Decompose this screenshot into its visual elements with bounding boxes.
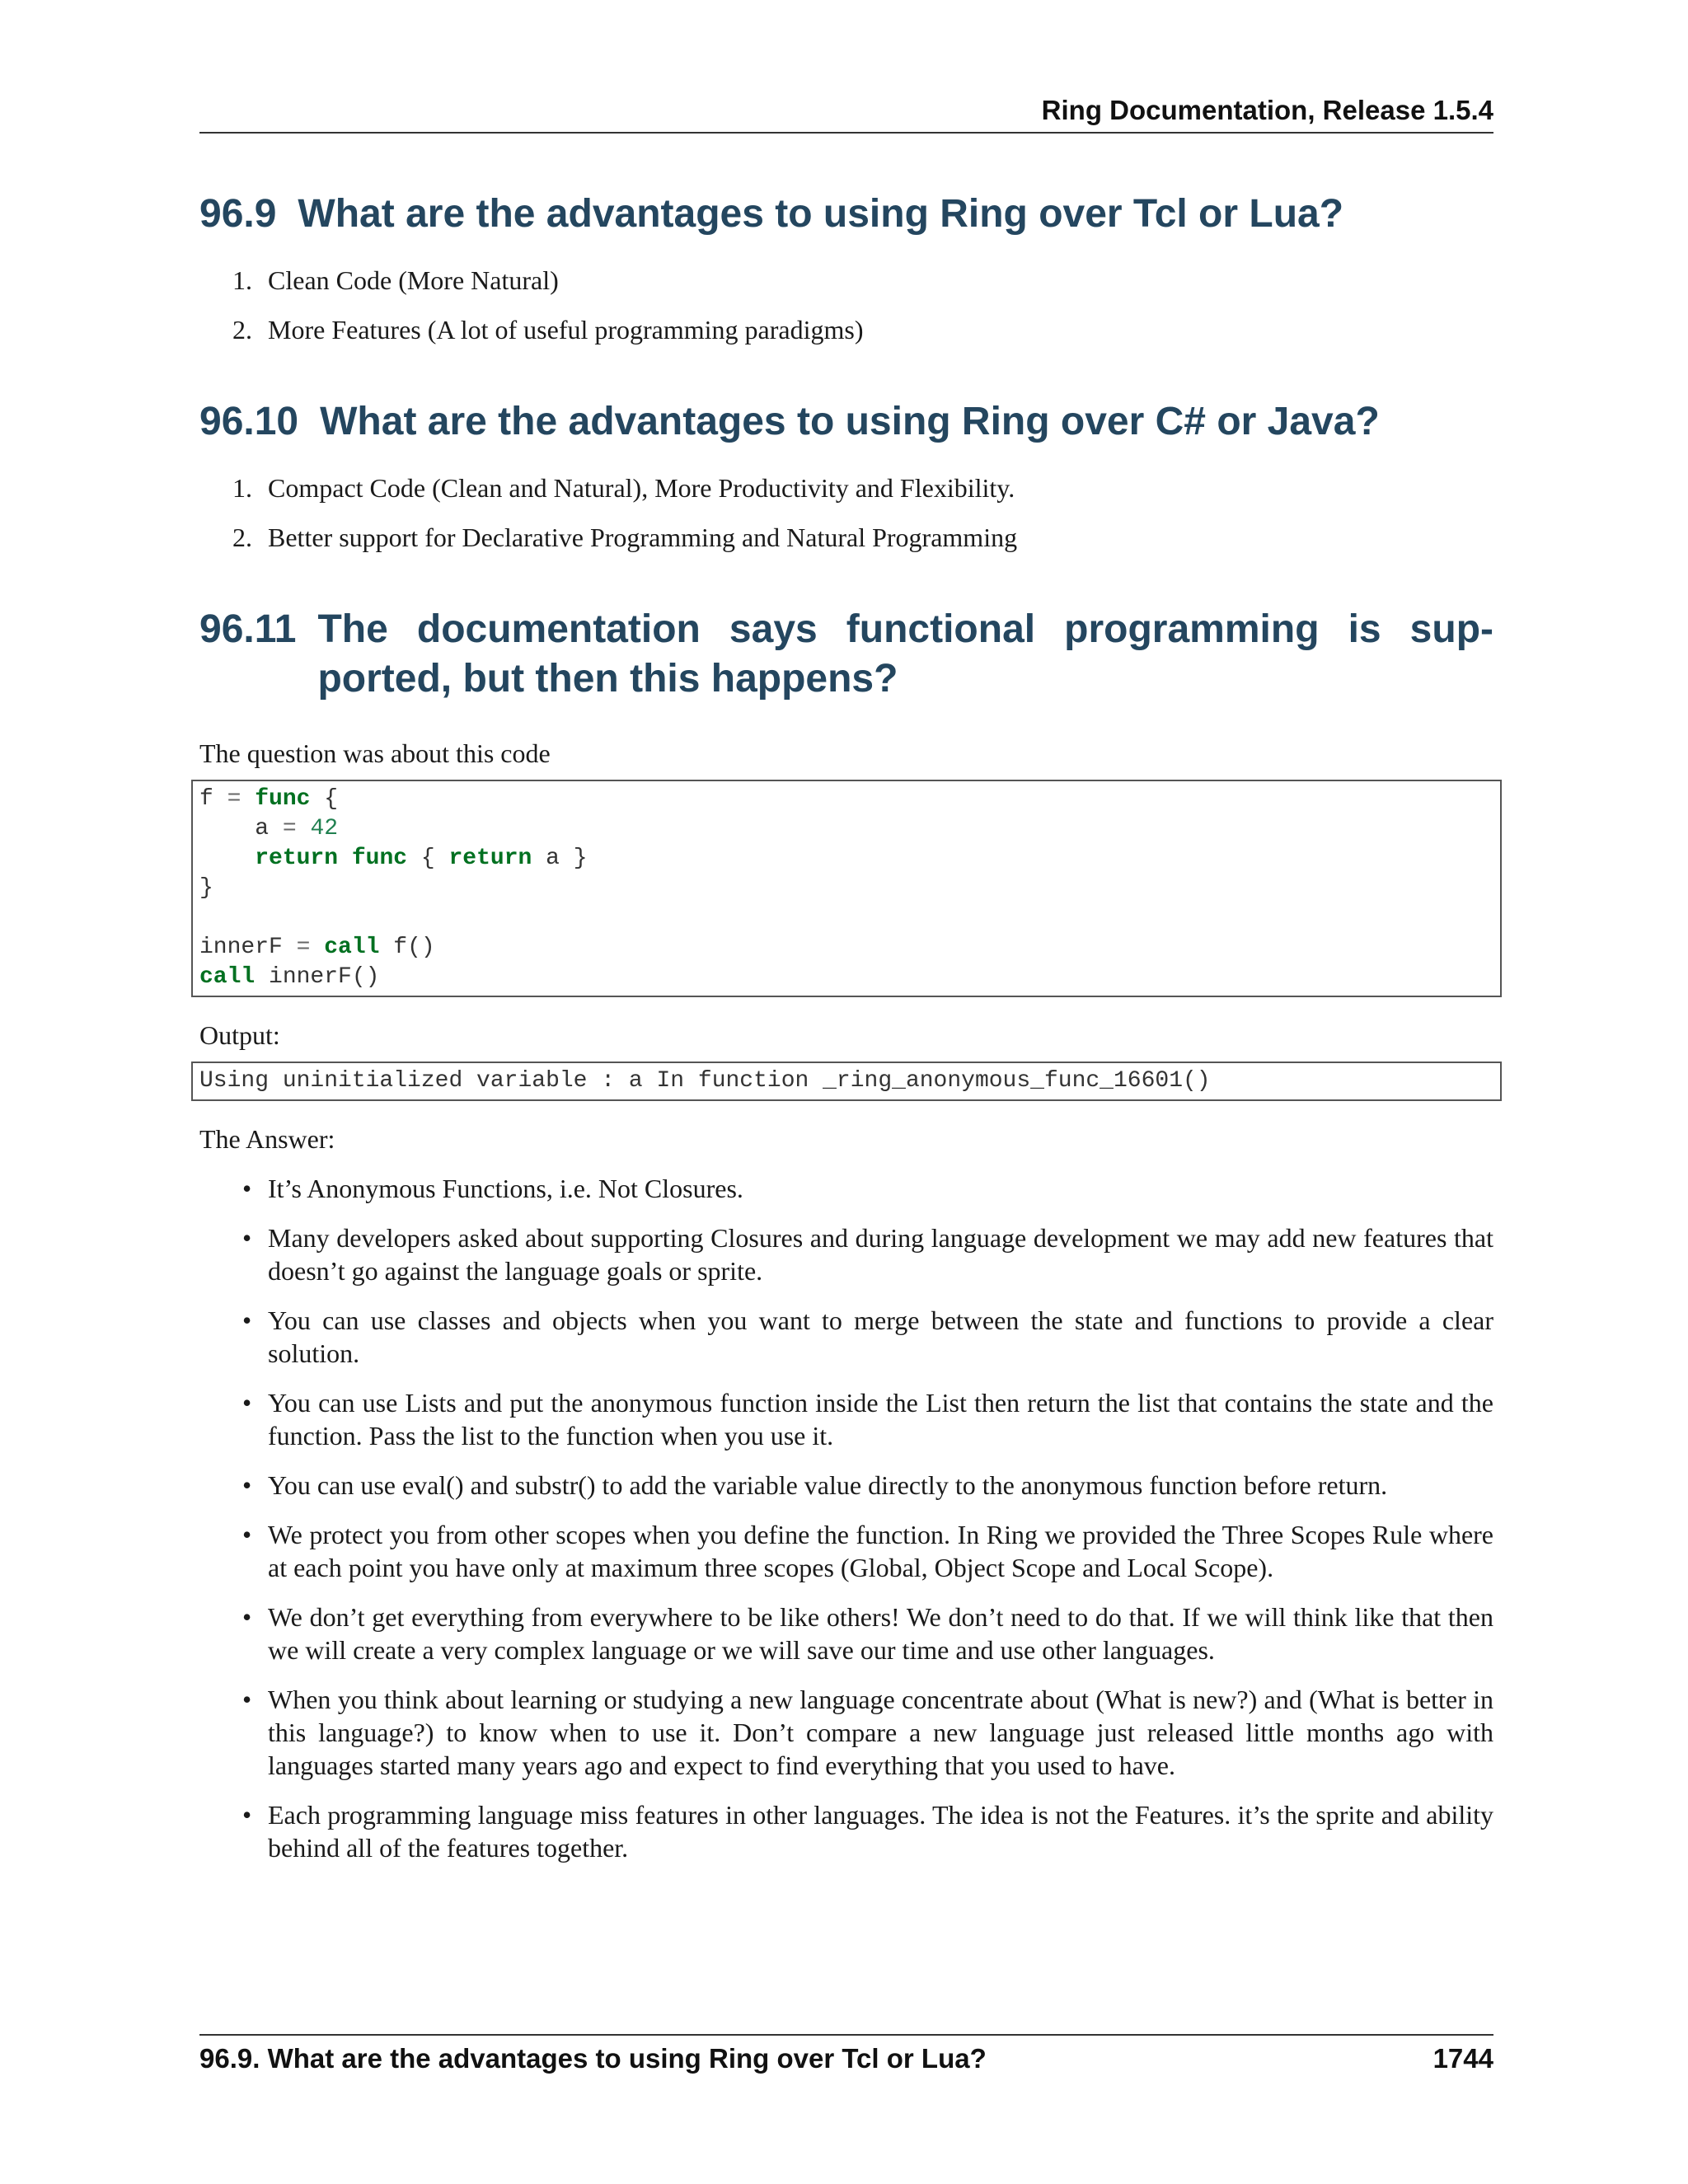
bullet-icon: • [242,1602,252,1632]
code-token: innerF() [255,964,380,990]
code-line [199,814,1493,844]
bullet-icon: • [242,1470,252,1500]
answer-bullet-item [199,1518,1493,1584]
section-title [317,605,1493,704]
output-block [191,1062,1502,1101]
answer-label: The Answer: [199,1124,335,1154]
numbered-list [199,471,1493,554]
answer-bullet-item [199,1601,1493,1666]
list-item [199,521,1493,554]
page-header [199,92,1493,134]
answer-bullet-text: When you think about learning or studying a new language concentrate about (What is new?) and (What is better in this language?) to know when to use it. Don’t compare a new language just released little months ago with languages started many years ago and expect to find everything that you used to have. [268,1685,1493,1780]
code-token [199,846,255,871]
answer-bullet-item [199,1469,1493,1502]
list-item-text: More Features (A lot of useful programming paradigms) [268,315,864,344]
list-item [199,471,1493,504]
code-token: func [351,846,408,871]
section-96-11 [199,605,1493,1864]
list-item [199,264,1493,297]
bullet-icon: • [242,1388,252,1418]
answer-bullet-item [199,1221,1493,1287]
code-token: f [199,786,227,812]
code-line [199,963,1493,992]
section-title: What are the advantages to using Ring over Tcl or Lua? [298,192,1344,236]
bullet-icon: • [242,1520,252,1549]
answer-bullet-text: You can use Lists and put the anonymous function inside the List then return the list that contains the state and the function. Pass the list to the function when you use it. [268,1388,1493,1451]
section-title: What are the advantages to using Ring over C# or Java? [320,400,1380,443]
code-token: f() [379,935,435,960]
list-item [199,313,1493,346]
code-token [297,816,311,841]
list-marker: 1. [232,473,252,503]
list-item-text: Compact Code (Clean and Natural), More Productivity and Flexibility. [268,473,1015,503]
answer-bullet-text: You can use eval() and substr() to add the variable value directly to the anonymous function before return. [268,1470,1388,1500]
code-token [241,786,255,812]
code-line [199,874,1493,903]
answer-bullet-text: Each programming language miss features in other languages. The idea is not the Features. it’s the sprite and ability behind all of the features together. [268,1800,1493,1863]
code-token: call [324,935,380,960]
code-token: 42 [310,816,339,841]
answer-bullet-item [199,1386,1493,1452]
page-footer [199,2034,1493,2077]
section-title-line-2: ported, but then this happens? [317,657,898,701]
numbered-list [199,264,1493,346]
code-token: func [255,786,311,812]
section-heading [199,605,1493,704]
answer-list [199,1172,1493,1864]
bullet-icon: • [242,1305,252,1335]
code-token [310,935,324,960]
code-token: { [407,846,449,871]
list-item-text: Better support for Declarative Programming and Natural Programming [268,523,1018,552]
answer-bullet-text: It’s Anonymous Functions, i.e. Not Closures. [268,1174,743,1203]
section-number: 96.9 [199,192,277,236]
list-marker: 2. [232,315,252,344]
code-token: innerF [199,935,297,960]
code-token: = [227,786,241,812]
answer-bullet-text: Many developers asked about supporting Closures and during language development we may add new features that doesn’t go against the language goals or sprite. [268,1223,1493,1286]
code-line [199,844,1493,874]
section-heading [199,190,1493,239]
code-line [199,903,1493,933]
code-token: } [199,875,213,901]
output-text: Using uninitialized variable : a In function _ring_anonymous_func_16601() [199,1068,1211,1094]
code-block [191,780,1502,997]
answer-bullet-item [199,1304,1493,1370]
answer-bullet-item [199,1172,1493,1205]
code-token: a [199,816,283,841]
section-number: 96.10 [199,400,299,443]
code-token: a } [532,846,588,871]
list-marker: 2. [232,523,252,552]
section-title-line-1: The documentation says functional programming is sup- [317,607,1493,651]
answer-bullet-text: We don’t get everything from everywhere to be like others! We don’t need to do that. If we will think like that then we will create a very complex language or we will save our time and use other languages. [268,1602,1493,1665]
code-line [199,785,1493,814]
list-marker: 1. [232,265,252,295]
code-token: = [296,935,311,960]
code-token: return [255,846,339,871]
code-token [338,846,352,871]
document-title: Ring Documentation, Release 1.5.4 [1041,95,1493,125]
section-number: 96.11 [199,607,297,651]
answer-bullet-text: You can use classes and objects when you want to merge between the state and functions to provide a clear solution. [268,1305,1493,1368]
section-96-10 [199,397,1493,554]
page-number: 1744 [1432,2043,1493,2074]
code-intro: The question was about this code [199,738,551,768]
bullet-icon: • [242,1223,252,1253]
section-96-9 [199,190,1493,346]
section-heading [199,397,1493,447]
answer-bullet-item [199,1683,1493,1782]
bullet-icon: • [242,1685,252,1714]
footer-section-ref: 96.9. What are the advantages to using Ring over Tcl or Lua? [199,2043,987,2074]
code-line [199,933,1493,963]
answer-bullet-text: We protect you from other scopes when you define the function. In Ring we provided the Three Scopes Rule where at each point you have only at maximum three scopes (Global, Object Scope and Local Scope). [268,1520,1493,1582]
bullet-icon: • [242,1800,252,1830]
code-token: { [310,786,339,812]
page-content [199,140,1493,1881]
output-label: Output: [199,1020,280,1050]
list-item-text: Clean Code (More Natural) [268,265,559,295]
answer-bullet-item [199,1798,1493,1864]
code-token: = [282,816,297,841]
bullet-icon: • [242,1174,252,1203]
code-token: return [448,846,532,871]
code-token: call [199,964,256,990]
